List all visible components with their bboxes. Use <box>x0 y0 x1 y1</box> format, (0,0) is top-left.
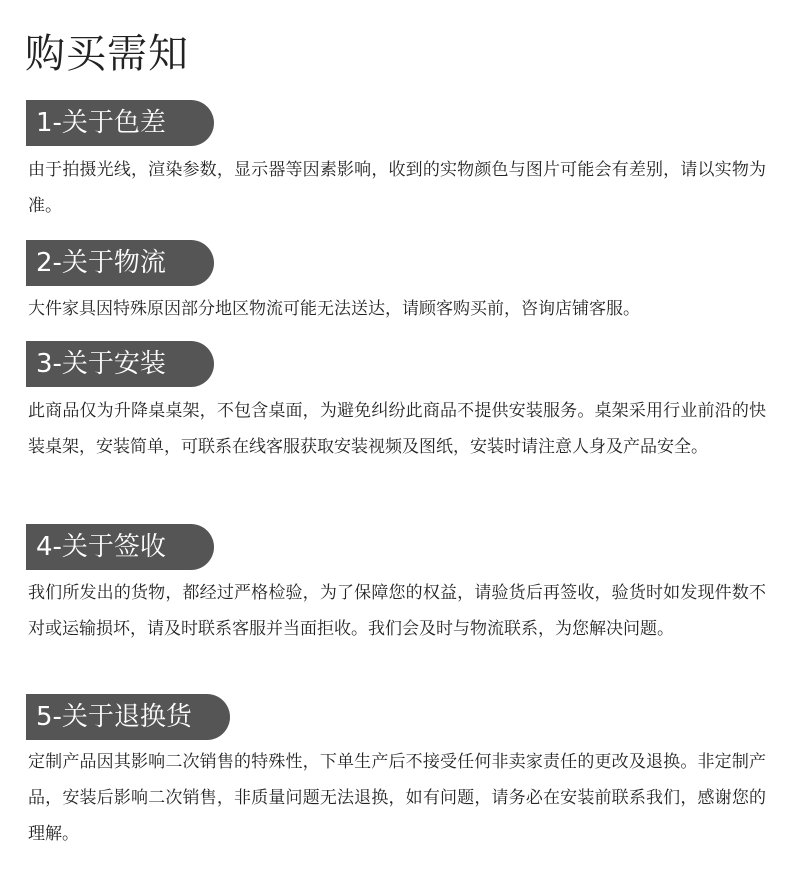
section-header: 1-关于色差 <box>26 100 214 146</box>
section-header: 3-关于安装 <box>26 341 214 387</box>
section-body: 此商品仅为升降桌桌架，不包含桌面，为避免纠纷此商品不提供安装服务。桌架采用行业前沿的快装桌架，安装简单，可联系在线客服获取安装视频及图纸，安装时请注意人身及产品安全。 <box>28 401 766 457</box>
section-body: 大件家具因特殊原因部分地区物流可能无法送达，请顾客购买前，咨询店铺客服。 <box>28 299 640 319</box>
section-header: 2-关于物流 <box>26 240 214 286</box>
section-header: 5-关于退换货 <box>26 694 230 740</box>
section-header: 4-关于签收 <box>26 524 214 570</box>
section-body: 我们所发出的货物，都经过严格检验，为了保障您的权益，请验货后再签收，验货时如发现件数不对或运输损坏，请及时联系客服并当面拒收。我们会及时与物流联系，为您解决问题。 <box>28 583 766 639</box>
section-body: 定制产品因其影响二次销售的特殊性，下单生产后不接受任何非卖家责任的更改及退换。非定制产品，安装后影响二次销售，非质量问题无法退换，如有问题，请务必在安装前联系我们，感谢您的理解。 <box>28 752 766 844</box>
section-body: 由于拍摄光线，渲染参数，显示器等因素影响，收到的实物颜色与图片可能会有差别，请以实物为准。 <box>28 160 766 216</box>
page-title: 购买需知 <box>25 31 189 77</box>
